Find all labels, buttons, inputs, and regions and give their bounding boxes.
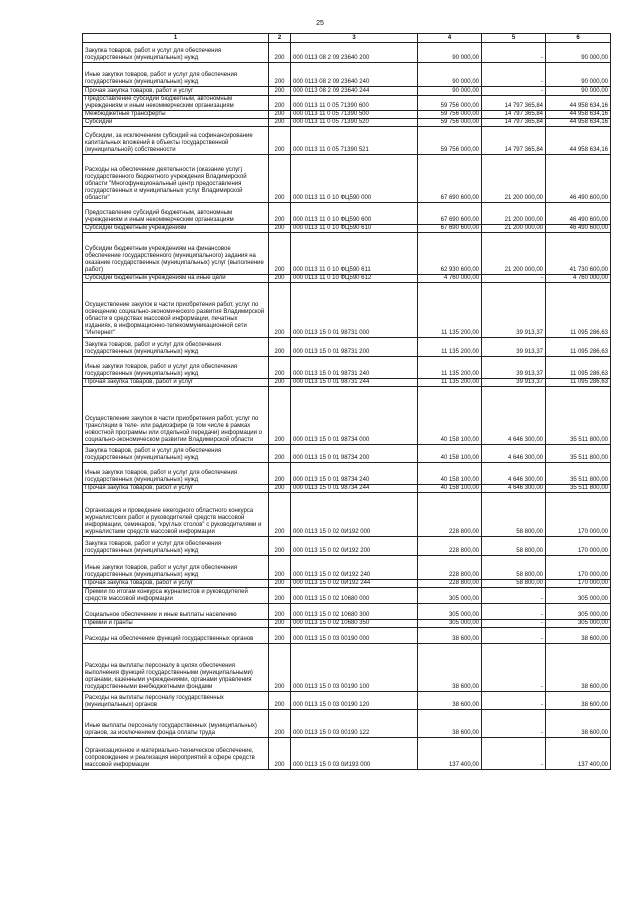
row-executed-cell: 14 797 365,84 [482,111,546,119]
row-unexecuted-cell: 44 958 634,16 [546,119,611,127]
row-code-cell: 200 [269,620,291,628]
row-executed-cell: 39 913,37 [482,379,546,387]
table-row [83,155,611,203]
row-executed-cell: 14 797 365,84 [482,127,546,155]
row-name-cell: Социальное обеспечение и иные выплаты населению [83,604,269,620]
page-number: 25 [316,20,324,27]
row-name-cell: Иные закупки товаров, работ и услуг для обеспечения государственных (муниципальных) нужд [83,556,269,580]
table-row [83,588,611,604]
row-executed-cell: - [482,620,546,628]
row-unexecuted-cell: 38 600,00 [546,628,611,644]
budget-execution-table [82,33,611,770]
row-executed-cell: 21 200 000,00 [482,203,546,225]
row-unexecuted-cell: 46 490 600,00 [546,203,611,225]
row-code-cell: 200 [269,379,291,387]
table-row [83,445,611,463]
header-cell: 3 [291,34,418,43]
row-executed-cell: 21 200 000,00 [482,233,546,275]
row-budget-code-cell: 000 0113 11 0 10 ФЦ590 611 [291,233,418,275]
row-approved-cell: 62 930 600,00 [418,233,482,275]
row-approved-cell: 40 158 100,00 [418,485,482,493]
row-name-cell: Субсидии бюджетным учреждениям [83,225,269,233]
row-name-cell: Иные закупки товаров, работ и услуг для обеспечения государственных (муниципальных) нужд [83,63,269,87]
row-budget-code-cell: 000 0113 15 0 03 00190 122 [291,710,418,738]
table-row [83,463,611,485]
row-budget-code-cell: 000 0113 08 2 09 23640 244 [291,87,418,96]
row-executed-cell: 4 646 300,00 [482,485,546,493]
table-row [83,96,611,111]
row-unexecuted-cell: 41 730 600,00 [546,233,611,275]
row-unexecuted-cell: 4 760 000,00 [546,275,611,283]
row-unexecuted-cell: 35 511 800,00 [546,387,611,445]
header-cell: 5 [482,34,546,43]
row-budget-code-cell: 000 0113 11 0 10 ФЦ590 000 [291,155,418,203]
row-executed-cell: 58 800,00 [482,493,546,537]
row-budget-code-cell: 000 0113 15 0 02 10680 300 [291,604,418,620]
row-unexecuted-cell: 11 095 286,63 [546,283,611,338]
row-executed-cell: - [482,588,546,604]
row-approved-cell: 38 600,00 [418,692,482,710]
row-unexecuted-cell: 170 000,00 [546,537,611,556]
row-executed-cell: - [482,710,546,738]
row-name-cell: Расходы на обеспечение деятельности (оказание услуг) государственного бюджетного учреждения Владимирской области "Многофункциональный центр предоставления государственных и муниципальных услуг Владимирской области" [83,155,269,203]
row-approved-cell: 11 135 200,00 [418,283,482,338]
row-budget-code-cell: 000 0113 15 0 03 0И193 000 [291,738,418,770]
row-code-cell: 200 [269,43,291,63]
row-code-cell: 200 [269,338,291,357]
table-row [83,43,611,63]
row-code-cell: 200 [269,644,291,692]
row-approved-cell: 67 690 600,00 [418,203,482,225]
row-executed-cell: - [482,275,546,283]
row-approved-cell: 305 000,00 [418,604,482,620]
row-approved-cell: 228 800,00 [418,580,482,588]
table-row [83,710,611,738]
row-approved-cell: 90 000,00 [418,87,482,96]
row-code-cell: 200 [269,588,291,604]
table-row [83,692,611,710]
row-approved-cell: 67 690 600,00 [418,225,482,233]
header-cell: 6 [546,34,611,43]
row-unexecuted-cell: 305 000,00 [546,604,611,620]
row-name-cell: Межбюджетные трансферты [83,111,269,119]
row-name-cell: Прочая закупка товаров, работ и услуг [83,580,269,588]
table-row [83,604,611,620]
row-unexecuted-cell: 38 600,00 [546,710,611,738]
row-unexecuted-cell: 305 000,00 [546,620,611,628]
row-approved-cell: 59 756 000,00 [418,96,482,111]
row-name-cell: Прочая закупка товаров, работ и услуг [83,379,269,387]
table-row [83,283,611,338]
row-unexecuted-cell: 44 958 634,16 [546,111,611,119]
row-budget-code-cell: 000 0113 08 2 09 23640 200 [291,43,418,63]
row-budget-code-cell: 000 0113 11 0 10 ФЦ590 600 [291,203,418,225]
row-name-cell: Премии по итогам конкурса журналистов и руководителей средств массовой информации [83,588,269,604]
table-row [83,111,611,119]
row-unexecuted-cell: 35 511 800,00 [546,485,611,493]
row-name-cell: Субсидии, за исключением субсидий на софинансирование капитальных вложений в объекты государственной (муниципальной) собственности [83,127,269,155]
table-row [83,357,611,379]
table-row [83,233,611,275]
row-executed-cell: 39 913,37 [482,357,546,379]
row-budget-code-cell: 000 0113 15 0 01 98734 244 [291,485,418,493]
row-executed-cell: - [482,628,546,644]
row-budget-code-cell: 000 0113 11 0 05 71390 520 [291,119,418,127]
row-unexecuted-cell: 46 490 600,00 [546,155,611,203]
row-budget-code-cell: 000 0113 11 0 10 ФЦ590 612 [291,275,418,283]
row-name-cell: Премии и гранты [83,620,269,628]
row-executed-cell: - [482,604,546,620]
row-approved-cell: 59 756 000,00 [418,111,482,119]
row-code-cell: 200 [269,463,291,485]
row-budget-code-cell: 000 0113 15 0 02 0И192 244 [291,580,418,588]
row-budget-code-cell: 000 0113 15 0 03 00190 100 [291,644,418,692]
row-approved-cell: 40 158 100,00 [418,445,482,463]
row-code-cell: 200 [269,119,291,127]
table-row [83,225,611,233]
row-code-cell: 200 [269,604,291,620]
row-executed-cell: 4 646 300,00 [482,463,546,485]
row-budget-code-cell: 000 0113 15 0 01 98734 240 [291,463,418,485]
row-code-cell: 200 [269,493,291,537]
row-budget-code-cell: 000 0113 15 0 02 0И192 200 [291,537,418,556]
row-unexecuted-cell: 11 095 286,63 [546,379,611,387]
row-name-cell: Иные закупки товаров, работ и услуг для обеспечения государственных (муниципальных) нужд [83,463,269,485]
row-unexecuted-cell: 46 490 600,00 [546,225,611,233]
row-code-cell: 200 [269,155,291,203]
table-row [83,556,611,580]
row-budget-code-cell: 000 0113 15 0 01 98731 240 [291,357,418,379]
table-row [83,493,611,537]
row-code-cell: 200 [269,233,291,275]
row-approved-cell: 38 600,00 [418,644,482,692]
row-budget-code-cell: 000 0113 15 0 02 0И192 000 [291,493,418,537]
row-code-cell: 200 [269,225,291,233]
row-approved-cell: 11 135 200,00 [418,357,482,379]
row-executed-cell: 58 800,00 [482,556,546,580]
row-name-cell: Закупка товаров, работ и услуг для обеспечения государственных (муниципальных) нужд [83,537,269,556]
row-name-cell: Расходы на выплаты персоналу в целях обеспечения выполнения функций государственными (муниципальными) органами, казенными учреждениями, органами управления государственными внебюджетными фондами [83,644,269,692]
row-unexecuted-cell: 170 000,00 [546,493,611,537]
row-executed-cell: - [482,63,546,87]
table-row [83,119,611,127]
row-approved-cell: 228 800,00 [418,556,482,580]
row-unexecuted-cell: 44 958 634,16 [546,96,611,111]
row-budget-code-cell: 000 0113 15 0 03 00190 000 [291,628,418,644]
row-budget-code-cell: 000 0113 15 0 01 98731 000 [291,283,418,338]
row-budget-code-cell: 000 0113 15 0 01 98734 200 [291,445,418,463]
table-row [83,738,611,770]
row-executed-cell: 4 646 300,00 [482,387,546,445]
row-unexecuted-cell: 170 000,00 [546,580,611,588]
row-approved-cell: 305 000,00 [418,620,482,628]
row-executed-cell: 39 913,37 [482,283,546,338]
row-code-cell: 200 [269,203,291,225]
row-budget-code-cell: 000 0113 15 0 02 10680 000 [291,588,418,604]
row-unexecuted-cell: 38 600,00 [546,692,611,710]
header-cell: 1 [83,34,269,43]
row-approved-cell: 59 756 000,00 [418,127,482,155]
row-unexecuted-cell: 35 511 800,00 [546,463,611,485]
row-code-cell: 200 [269,127,291,155]
row-budget-code-cell: 000 0113 11 0 05 71390 600 [291,96,418,111]
row-budget-code-cell: 000 0113 15 0 01 98731 200 [291,338,418,357]
row-name-cell: Предоставление субсидий бюджетным, автономным учреждениям и иным некоммерческим организациям [83,203,269,225]
row-executed-cell: - [482,644,546,692]
row-executed-cell: 58 800,00 [482,580,546,588]
table-row [83,387,611,445]
row-unexecuted-cell: 11 095 286,63 [546,357,611,379]
table-row [83,580,611,588]
row-approved-cell: 305 000,00 [418,588,482,604]
row-unexecuted-cell: 170 000,00 [546,556,611,580]
row-unexecuted-cell: 11 095 286,63 [546,338,611,357]
row-budget-code-cell: 000 0113 15 0 02 0И192 240 [291,556,418,580]
row-executed-cell: 14 797 365,84 [482,119,546,127]
row-name-cell: Расходы на выплаты персоналу государственных (муниципальных) органов [83,692,269,710]
row-name-cell: Осуществление закупок в части приобретения работ, услуг по трансляции в теле- или радиоэфире (в том числе в рамках новостной программы или отдельной передачи) информации о социально-экономическом развитии Владимирской области [83,387,269,445]
row-executed-cell: - [482,692,546,710]
row-code-cell: 200 [269,96,291,111]
row-unexecuted-cell: 305 000,00 [546,588,611,604]
row-code-cell: 200 [269,283,291,338]
table-row [83,203,611,225]
row-code-cell: 200 [269,738,291,770]
row-approved-cell: 11 135 200,00 [418,338,482,357]
row-executed-cell: 39 913,37 [482,338,546,357]
row-executed-cell: 14 797 365,84 [482,96,546,111]
row-unexecuted-cell: 137 400,00 [546,738,611,770]
row-approved-cell: 59 756 000,00 [418,119,482,127]
row-approved-cell: 67 690 600,00 [418,155,482,203]
row-name-cell: Организационное и материально-техническое обеспечение, сопровождение и реализация мероприятий в сфере средств массовой информации [83,738,269,770]
row-unexecuted-cell: 44 958 634,16 [546,127,611,155]
row-approved-cell: 11 135 200,00 [418,379,482,387]
row-budget-code-cell: 000 0113 15 0 01 98734 000 [291,387,418,445]
row-code-cell: 200 [269,692,291,710]
row-approved-cell: 40 158 100,00 [418,387,482,445]
row-executed-cell: 58 800,00 [482,537,546,556]
table-row [83,620,611,628]
row-executed-cell: 21 200 000,00 [482,155,546,203]
table-row [83,485,611,493]
row-name-cell: Организация и проведение ежегодного областного конкурса журналистских работ и руководителей средств массовой информации, семинаров, "круглых столов" с руководителями и журналистами средств массовой информации [83,493,269,537]
row-name-cell: Прочая закупка товаров, работ и услуг [83,87,269,96]
table-row [83,379,611,387]
row-code-cell: 200 [269,537,291,556]
row-code-cell: 200 [269,556,291,580]
row-executed-cell: - [482,738,546,770]
row-name-cell: Расходы на обеспечение функций государственных органов [83,628,269,644]
row-approved-cell: 90 000,00 [418,43,482,63]
row-name-cell: Субсидии бюджетным учреждениям на иные цели [83,275,269,283]
row-unexecuted-cell: 90 000,00 [546,43,611,63]
row-approved-cell: 38 600,00 [418,628,482,644]
row-approved-cell: 4 760 000,00 [418,275,482,283]
row-name-cell: Закупка товаров, работ и услуг для обеспечения государственных (муниципальных) нужд [83,445,269,463]
row-code-cell: 200 [269,63,291,87]
row-executed-cell: - [482,43,546,63]
row-name-cell: Субсидии бюджетным учреждениям на финансовое обеспечение государственного (муниципального) задания на оказание государственных (муниципальных) услуг (выполнение работ) [83,233,269,275]
row-executed-cell: - [482,87,546,96]
table-row [83,275,611,283]
row-code-cell: 200 [269,275,291,283]
row-executed-cell: 21 200 000,00 [482,225,546,233]
table-row [83,127,611,155]
row-budget-code-cell: 000 0113 11 0 10 ФЦ590 610 [291,225,418,233]
row-approved-cell: 137 400,00 [418,738,482,770]
row-code-cell: 200 [269,111,291,119]
header-cell: 4 [418,34,482,43]
row-budget-code-cell: 000 0113 11 0 05 71390 500 [291,111,418,119]
row-name-cell: Закупка товаров, работ и услуг для обеспечения государственных (муниципальных) нужд [83,43,269,63]
row-budget-code-cell: 000 0113 15 0 02 10680 350 [291,620,418,628]
row-code-cell: 200 [269,628,291,644]
row-unexecuted-cell: 90 000,00 [546,63,611,87]
row-budget-code-cell: 000 0113 08 2 09 23640 240 [291,63,418,87]
row-approved-cell: 38 600,00 [418,710,482,738]
row-budget-code-cell: 000 0113 11 0 05 71390 521 [291,127,418,155]
row-code-cell: 200 [269,87,291,96]
row-executed-cell: 4 646 300,00 [482,445,546,463]
row-name-cell: Субсидии [83,119,269,127]
row-code-cell: 200 [269,387,291,445]
row-code-cell: 200 [269,357,291,379]
row-budget-code-cell: 000 0113 15 0 03 00190 120 [291,692,418,710]
row-code-cell: 200 [269,445,291,463]
row-approved-cell: 90 000,00 [418,63,482,87]
row-unexecuted-cell: 35 511 800,00 [546,445,611,463]
table-row [83,87,611,96]
row-code-cell: 200 [269,580,291,588]
table-row [83,644,611,692]
row-name-cell: Иные выплаты персоналу государственных (муниципальных) органов, за исключением фонда оплаты труда [83,710,269,738]
row-approved-cell: 228 800,00 [418,537,482,556]
row-budget-code-cell: 000 0113 15 0 01 98731 244 [291,379,418,387]
table-row [83,63,611,87]
row-name-cell: Прочая закупка товаров, работ и услуг [83,485,269,493]
row-name-cell: Иные закупки товаров, работ и услуг для обеспечения государственных (муниципальных) нужд [83,357,269,379]
row-code-cell: 200 [269,710,291,738]
table-row [83,628,611,644]
table-header-row [83,34,611,43]
header-cell: 2 [269,34,291,43]
row-unexecuted-cell: 38 600,00 [546,644,611,692]
row-code-cell: 200 [269,485,291,493]
row-unexecuted-cell: 90 000,00 [546,87,611,96]
row-approved-cell: 228 800,00 [418,493,482,537]
row-approved-cell: 40 158 100,00 [418,463,482,485]
table-row [83,338,611,357]
row-name-cell: Осуществление закупок в части приобретения работ, услуг по освещению социально-экономического развития Владимирской области в средствах массовой информации, печатных изданиях, в информационно-телекоммуникационной сети "Интернет" [83,283,269,338]
table-row [83,537,611,556]
row-name-cell: Закупка товаров, работ и услуг для обеспечения государственных (муниципальных) нужд [83,338,269,357]
row-name-cell: Предоставление субсидий бюджетным, автономным учреждениям и иным некоммерческим организациям [83,96,269,111]
